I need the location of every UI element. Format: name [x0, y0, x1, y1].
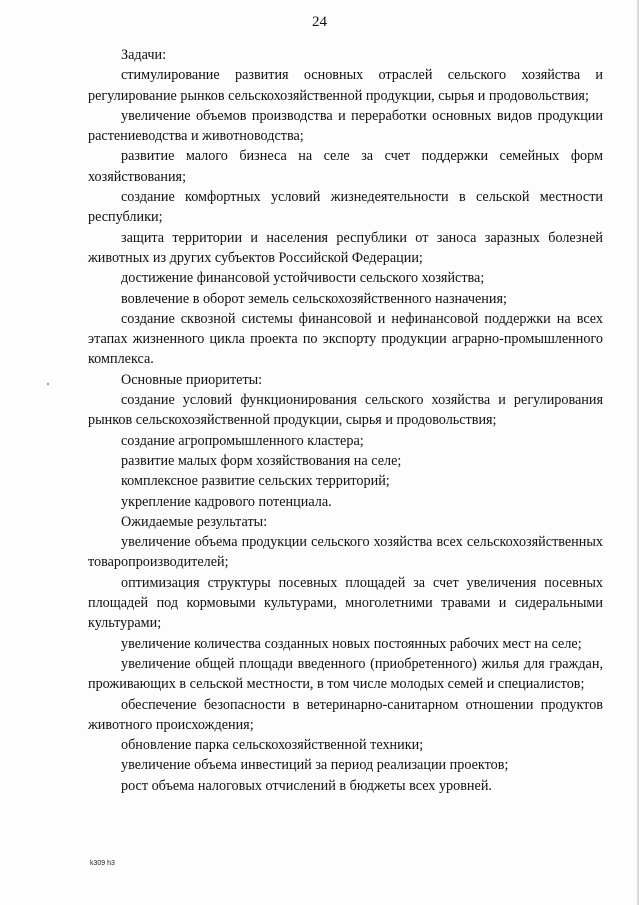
document-body — [88, 45, 603, 796]
list-item: развитие малых форм хозяйствования на селе; — [121, 452, 402, 469]
list-item: создание комфортных условий жизнедеятельности в сельской местности республики; — [88, 189, 603, 226]
list-item: увеличение объемов производства и переработки основных видов продукции растениеводства и животноводства; — [88, 107, 603, 145]
list-item: защита территории и населения республики от заноса заразных болезней животных из других субъектов Российской Федерации; — [88, 229, 603, 266]
list-item: создание условий функционирования сельского хозяйства и регулирования рынков сельскохозяйственной продукции, сырья и продовольствия; — [88, 392, 603, 429]
page-number: 24 — [312, 14, 327, 30]
list-item: увеличение объема инвестиций за период реализации проектов; — [121, 757, 509, 774]
section-heading: Задачи: — [121, 47, 167, 63]
list-item: укрепление кадрового потенциала. — [121, 493, 332, 510]
list-item: увеличение объема продукции сельского хозяйства всех сельскохозяйственных товаропроизводителей; — [88, 534, 603, 571]
list-item: увеличение общей площади введенного (приобретенного) жилья для граждан, проживающих в сельской местности, в том числе молодых семей и специалистов; — [88, 655, 603, 693]
list-item: комплексное развитие сельских территорий; — [121, 473, 390, 490]
list-item: достижение финансовой устойчивости сельского хозяйства; — [121, 270, 485, 287]
list-item: рост объема налоговых отчислений в бюджеты всех уровней. — [121, 777, 492, 794]
list-item: стимулирование развития основных отраслей сельского хозяйства и регулирование рынков сельскохозяйственной продукции, сырья и продовольствия; — [88, 67, 603, 104]
list-item: вовлечение в оборот земель сельскохозяйственного назначения; — [121, 290, 507, 307]
footer-code: k309 h3 — [90, 860, 115, 867]
list-item: обеспечение безопасности в ветеринарно-санитарном отношении продуктов животного происхождения; — [88, 696, 603, 733]
list-item: развитие малого бизнеса на селе за счет поддержки семейных форм хозяйствования; — [88, 148, 603, 185]
list-item: создание сквозной системы финансовой и нефинансовой поддержки на всех этапах жизненного цикла проекта по экспорту продукции аграрно-промышленного комплекса. — [88, 310, 603, 368]
section-heading: Основные приоритеты: — [121, 371, 263, 388]
section-heading: Ожидаемые результаты: — [121, 513, 268, 530]
list-item: оптимизация структуры посевных площадей за счет увеличения посевных площадей под кормовыми культурами, многолетними травами и сидеральными культурами; — [88, 574, 603, 632]
list-item: создание агропромышленного кластера; — [121, 432, 364, 449]
list-item: увеличение количества созданных новых постоянных рабочих мест на селе; — [121, 635, 582, 652]
list-item: обновление парка сельскохозяйственной техники; — [121, 737, 424, 754]
scan-speck — [47, 383, 49, 385]
